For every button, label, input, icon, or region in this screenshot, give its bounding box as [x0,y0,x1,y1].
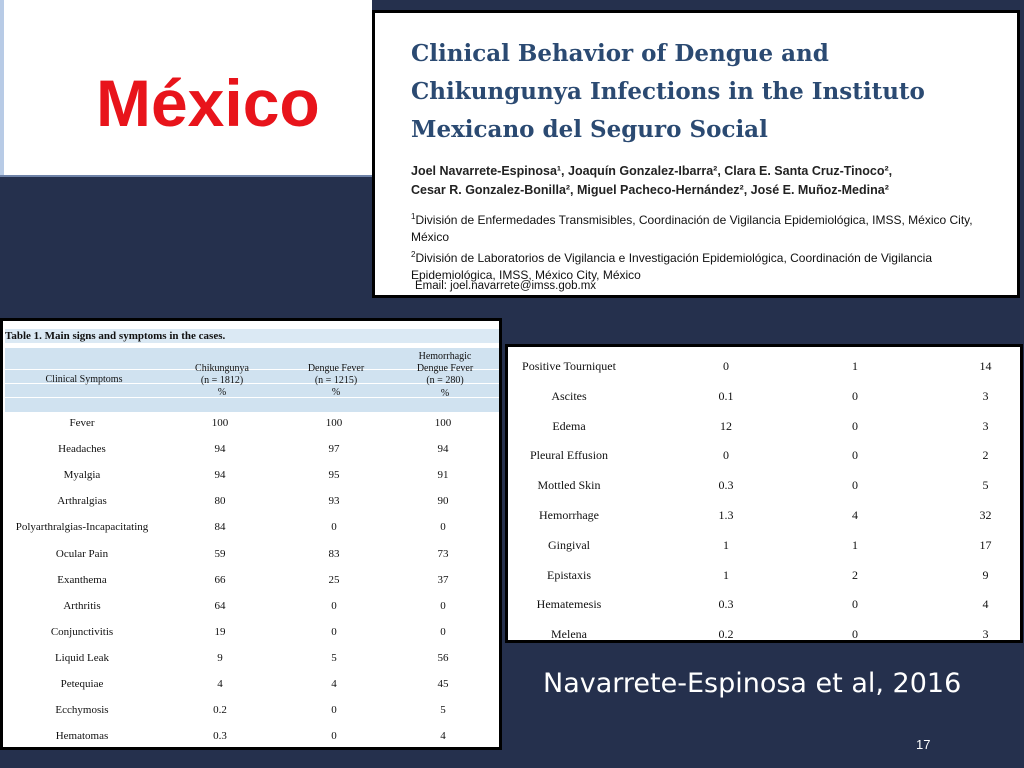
percent-cell: 0 [852,627,858,642]
table-row [508,478,1020,508]
title-panel [0,0,372,177]
percent-cell: 100 [211,417,229,429]
author-line: Cesar R. Gonzalez-Bonilla², Miguel Pacheco-Hernández², José E. Muñoz-Medina² [411,183,889,197]
table-row [3,495,499,521]
symptom-name: Hematomas [55,730,109,743]
symptom-name: Ecchymosis [55,704,109,717]
paper-header-image [372,10,1020,298]
percent-cell: 0 [331,730,337,743]
header-dengue-n: (n = 1215) [314,375,358,386]
percent-cell: 25 [328,573,340,586]
percent-cell: 100 [325,417,343,429]
affiliation-1 [411,208,1011,246]
percent-cell: 3 [982,388,989,403]
percent-cell: 14 [979,359,992,373]
symptom-name: Conjunctivitis [50,625,114,638]
percent-cell: 80 [214,495,226,508]
slide-title: México [96,66,320,140]
symptom-name: Mottled Skin [537,478,601,493]
percent-cell: 73 [437,547,449,560]
percent-cell: 45 [437,678,449,690]
percent-cell: 0 [852,478,858,493]
percent-cell: 37 [437,573,449,586]
percent-cell: 9 [982,567,989,582]
header-hemorrhagic-dengue: Dengue Fever [416,363,474,374]
percent-cell: 0 [331,625,337,638]
affiliation-2-text: División de Laboratorios de Vigilancia e Investigación Epidemiológica, Coordinación de Vigilancia Epidemiológica, IMSS, México City, México [411,251,932,282]
percent-cell: 1 [723,567,729,582]
percent-cell: 59 [214,547,226,560]
percent-cell: 2 [852,567,858,582]
symptom-name: Polyarthralgias-Incapacitating [15,521,149,534]
table-row [3,626,499,652]
author-line: Joel Navarrete-Espinosa¹, Joaquín Gonzalez-Ibarra², Clara E. Santa Cruz-Tinoco², [411,164,893,178]
header-clinical-symptoms: Clinical Symptoms [45,374,123,385]
header-hemorrhagic: Hemorrhagic [418,351,472,362]
percent-cell: 0.2 [718,627,734,642]
percent-cell: 0 [331,704,337,717]
symptom-name: Arthralgias [57,495,107,508]
table-1-header [5,348,499,412]
header-hemorrhagic-n: (n = 280) [426,375,464,386]
header-hemorrhagic-pct: % [440,388,450,399]
percent-cell: 0 [440,521,446,534]
percent-cell: 5 [331,651,337,664]
paper-title-line: Chikungunya Infections in the Instituto [411,78,925,105]
table-row [3,652,499,678]
percent-cell: 17 [979,537,992,552]
paper-title [411,35,1011,149]
percent-cell: 0 [852,388,858,403]
table-row [508,597,1020,627]
header-chikungunya-n: (n = 1812) [200,375,244,386]
table-row [508,627,1020,657]
percent-cell: 32 [979,508,992,522]
percent-cell: 0 [331,521,337,534]
percent-cell: 100 [434,417,452,429]
symptom-name: Edema [552,418,586,433]
symptoms-table-2 [505,344,1023,643]
table-row [3,417,499,443]
percent-cell: 4 [852,508,858,522]
percent-cell: 0.2 [213,704,227,717]
header-dengue: Dengue Fever [307,363,365,374]
paper-email: Email: joel.navarrete@imss.gob.mx [415,280,597,292]
table-row [508,389,1020,419]
percent-cell: 0.3 [718,478,734,493]
table-row [3,469,499,495]
paper-affiliations [411,208,1011,284]
percent-cell: 0.3 [718,597,734,612]
percent-cell: 3 [982,627,989,642]
table-row [508,538,1020,568]
symptom-name: Epistaxis [547,567,591,582]
citation: Navarrete-Espinosa et al, 2016 [543,668,962,699]
percent-cell: 0 [852,448,858,463]
title-accent-bar [0,0,4,175]
paper-authors [411,162,1011,200]
percent-cell: 97 [328,443,340,456]
percent-cell: 56 [437,651,449,664]
percent-cell: 4 [331,678,337,690]
percent-cell: 90 [437,495,449,508]
percent-cell: 66 [214,573,226,586]
symptom-name: Hematemesis [536,597,602,612]
percent-cell: 4 [440,730,446,743]
affiliation-2 [411,246,1011,284]
percent-cell: 4 [217,678,223,690]
percent-cell: 0 [440,625,446,638]
symptom-name: Melena [551,627,587,642]
table-row [3,548,499,574]
table-row [508,508,1020,538]
percent-cell: 5 [982,478,989,493]
percent-cell: 0 [723,448,729,463]
symptom-name: Ascites [551,388,587,403]
percent-cell: 2 [982,448,989,463]
percent-cell: 84 [214,521,226,534]
percent-cell: 1.3 [718,508,734,522]
percent-cell: 1 [852,359,858,373]
percent-cell: 9 [217,651,223,664]
percent-cell: 12 [720,418,732,433]
percent-cell: 0 [440,599,446,612]
percent-cell: 94 [214,469,226,482]
affiliation-1-mark: 1 [411,212,416,221]
symptom-name: Exanthema [57,573,107,586]
percent-cell: 1 [852,537,858,552]
table-row [508,568,1020,598]
table-row [3,521,499,547]
table-row [508,419,1020,449]
percent-cell: 19 [214,625,226,638]
symptom-name: Headaches [58,443,106,456]
page-number: 17 [916,737,931,752]
header-chikungunya: Chikungunya [195,363,249,374]
percent-cell: 94 [214,443,226,456]
symptom-name: Arthritis [63,599,101,612]
percent-cell: 0 [852,418,858,433]
symptom-name: Liquid Leak [54,651,110,664]
symptom-name: Positive Tourniquet [522,359,616,373]
table-row [3,600,499,626]
percent-cell: 5 [440,704,446,717]
table-row [3,443,499,469]
table-row [3,730,499,750]
table-row [3,574,499,600]
symptom-name: Ocular Pain [55,547,109,560]
percent-cell: 3 [982,418,989,433]
percent-cell: 91 [437,469,449,482]
table-row [3,704,499,730]
symptoms-table-1 [0,318,502,750]
percent-cell: 0.1 [718,388,734,403]
affiliation-2-mark: 2 [411,250,416,259]
header-chikungunya-pct: % [217,387,227,398]
percent-cell: 93 [328,495,340,508]
percent-cell: 4 [982,597,989,612]
table-row [508,448,1020,478]
percent-cell: 64 [214,599,226,612]
percent-cell: 0.3 [213,730,227,743]
paper-title-line: Mexicano del Seguro Social [411,116,768,143]
percent-cell: 83 [328,547,340,560]
symptom-name: Petequiae [60,678,104,690]
paper-title-line: Clinical Behavior of Dengue and [411,40,829,67]
percent-cell: 1 [723,537,729,552]
percent-cell: 0 [331,599,337,612]
percent-cell: 95 [328,469,340,482]
symptom-name: Pleural Effusion [529,448,609,463]
table-row [3,678,499,704]
table-1-caption: Table 1. Main signs and symptoms in the cases. [5,329,499,343]
affiliation-1-text: División de Enfermedades Transmisibles, Coordinación de Vigilancia Epidemiológica, IMSS, México City, México [411,213,973,244]
symptom-name: Gingival [548,537,590,552]
symptom-name: Fever [69,417,95,429]
percent-cell: 94 [437,443,449,456]
table-row [508,359,1020,389]
percent-cell: 0 [723,359,729,373]
header-dengue-pct: % [331,387,341,398]
symptom-name: Myalgia [63,469,101,482]
symptom-name: Hemorrhage [539,508,599,522]
percent-cell: 0 [852,597,858,612]
